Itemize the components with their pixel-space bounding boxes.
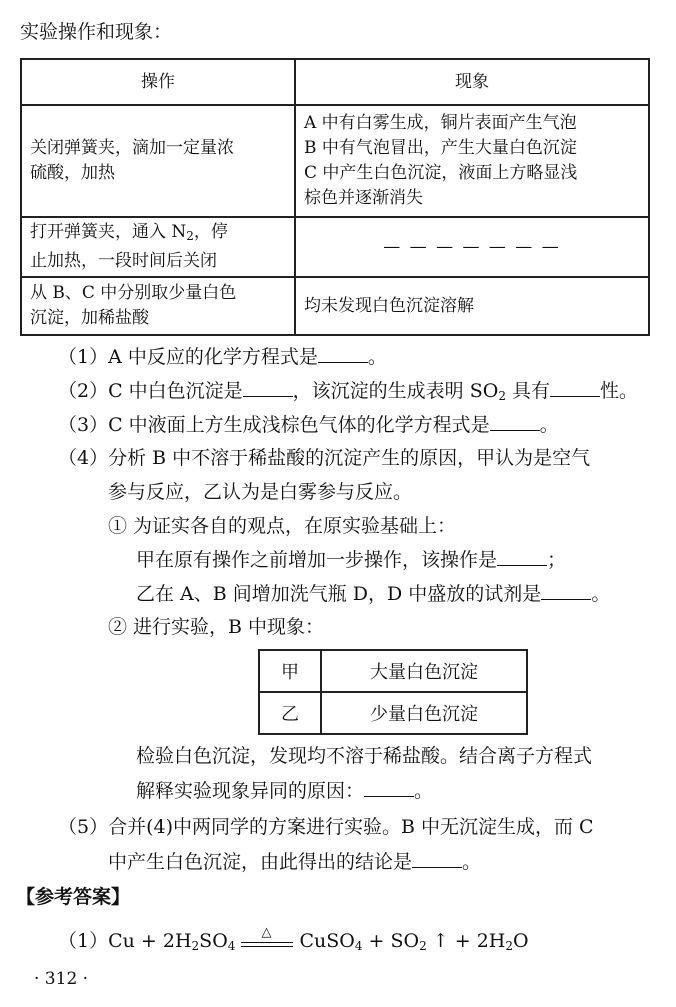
table-row bbox=[21, 217, 649, 277]
answer-1: $(1)Cu + 2H_2SO_4$ △ CuSO$_4$ + $SO_2$ ↑ + $2H_2O$ bbox=[58, 925, 529, 953]
header-phenomenon: 现象 bbox=[295, 59, 649, 105]
question-2: （2）C 中白色沉淀是 ，该沉淀的生成表明 $SO_2$ 具有 性。 bbox=[58, 380, 639, 403]
question-5-line-1: （5）合并(4)中两同学的方案进行实验。B 中无沉淀生成，而 C bbox=[58, 816, 594, 838]
question-5-line-2: 中产生白色沉淀，由此得出的结论是 。 bbox=[108, 851, 482, 873]
phenomenon-cell: A 中有白雾生成，铜片表面产生气泡 B 中有气泡冒出，产生大量白色沉淀 C 中产生白色沉淀，液面上方略显浅 棕色并逐渐消失 bbox=[295, 105, 649, 217]
question-4-line-1: （4）分析 B 中不溶于稀盐酸的沉淀产生的原因，甲认为是空气 bbox=[58, 447, 591, 469]
operation-cell: 打开弹簧夹，通入 $N_2$，停 止加热，一段时间后关闭 bbox=[21, 217, 295, 277]
question-3: （3）C 中液面上方生成浅棕色气体的化学方程式是 。 bbox=[58, 414, 559, 436]
question-4-after-1: 检验白色沉淀，发现均不溶于稀盐酸。结合离子方程式 bbox=[136, 745, 593, 767]
table-row: 甲 大量白色沉淀 bbox=[259, 650, 527, 692]
answer-blank bbox=[412, 849, 462, 868]
answer-title: 【参考答案】 bbox=[16, 886, 131, 908]
header-operation: 操作 bbox=[21, 59, 295, 105]
phenomenon-cell: 均未发现白色沉淀溶解 bbox=[295, 277, 649, 335]
question-4-step-2: ② 进行实验，B 中现象： bbox=[108, 616, 325, 638]
answer-blank bbox=[318, 344, 368, 363]
question-1: （1）A 中反应的化学方程式是 。 bbox=[58, 346, 387, 368]
page-number: · 312 · bbox=[34, 969, 89, 989]
phenomenon-cell: — — — — — — — bbox=[295, 217, 649, 277]
experiment-table bbox=[20, 58, 650, 336]
section-heading: 实验操作和现象： bbox=[20, 21, 173, 43]
question-4-line-2: 参与反应，乙认为是白雾参与反应。 bbox=[108, 481, 413, 503]
table-row bbox=[21, 105, 649, 217]
question-4-step-1: ① 为证实各自的观点，在原实验基础上： bbox=[108, 515, 457, 537]
table-row: 乙 少量白色沉淀 bbox=[259, 692, 527, 734]
answer-blank bbox=[497, 547, 547, 566]
answer-blank bbox=[541, 581, 591, 600]
result-table bbox=[258, 649, 528, 735]
question-4-step-1a: 甲在原有操作之前增加一步操作，该操作是 ； bbox=[136, 549, 567, 571]
answer-blank bbox=[490, 412, 540, 431]
question-4-step-1b: 乙在 A、B 间增加洗气瓶 D，D 中盛放的试剂是 。 bbox=[136, 583, 611, 605]
answer-blank bbox=[550, 378, 600, 397]
table-row bbox=[21, 277, 649, 335]
answer-blank bbox=[364, 778, 414, 797]
heating-equals-sign: △ bbox=[241, 930, 293, 954]
operation-cell: 从 B、C 中分别取少量白色 沉淀，加稀盐酸 bbox=[21, 277, 295, 335]
question-4-after-2: 解释实验现象异同的原因： 。 bbox=[136, 780, 434, 802]
answer-blank bbox=[243, 378, 293, 397]
operation-cell: 关闭弹簧夹，滴加一定量浓 硫酸，加热 bbox=[21, 105, 295, 217]
table-header-row bbox=[21, 59, 649, 105]
